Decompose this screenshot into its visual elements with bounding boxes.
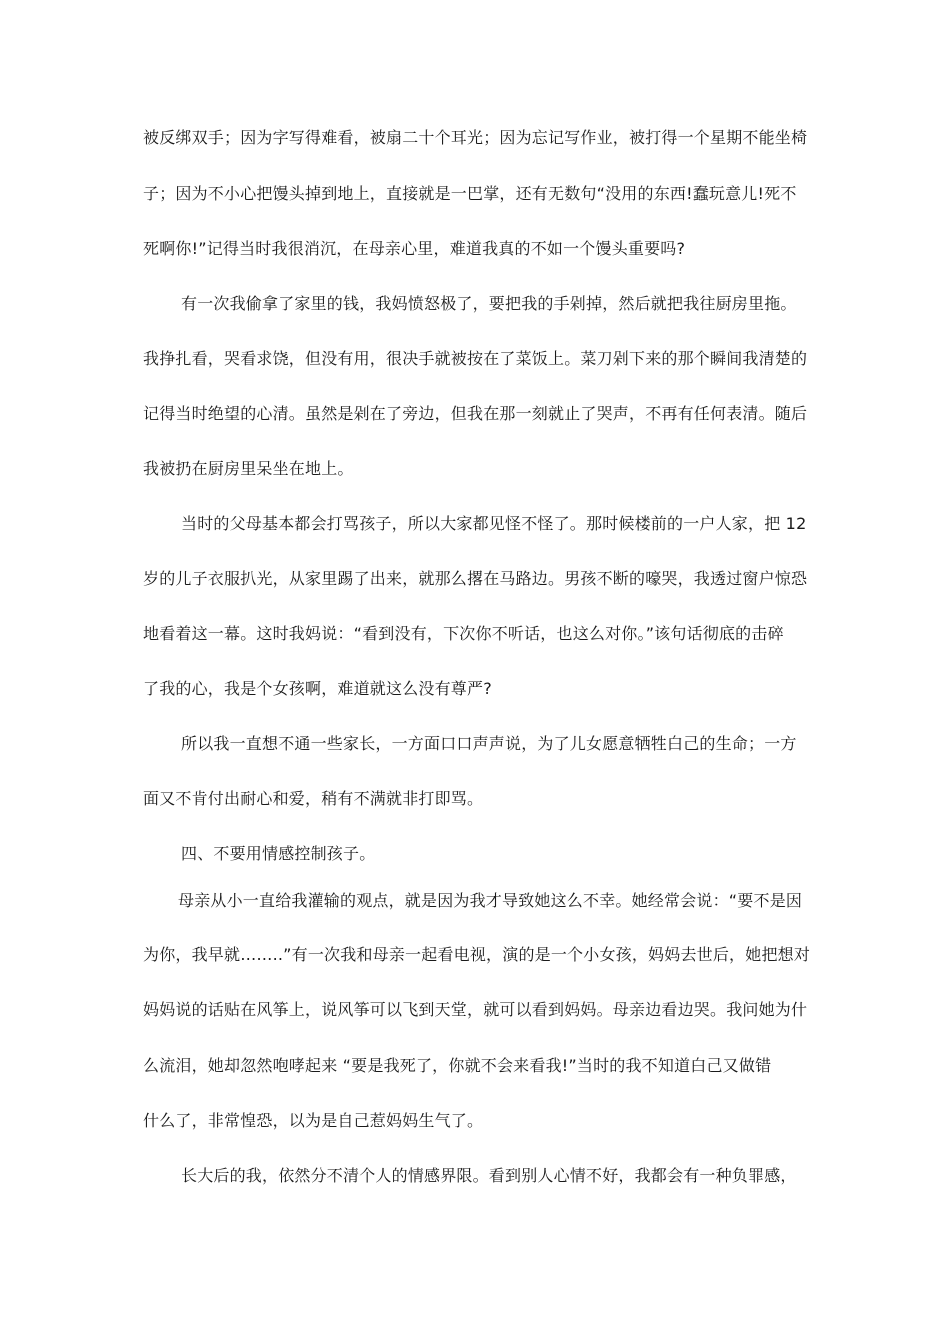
text-line: 有一次我偷拿了家里的钱，我妈愤怒极了，要把我的手剁掉，然后就把我往厨房里拖。 <box>181 294 797 313</box>
text-line: 了我的心，我是个女孩啊，难道就这么没有尊严? <box>143 679 492 698</box>
text-line: 地看着这一幕。这时我妈说：“看到没有，下次你不听话，也这么对你。”该句话彻底的击碎 <box>143 624 784 643</box>
section-heading: 四、不要用情感控制孩子。 <box>181 844 376 863</box>
text-line: 岁的儿子衣服扒光，从家里踢了出来，就那么撂在马路边。男孩不断的嚎哭，我透过窗户惊恐 <box>143 569 808 588</box>
text-line: 所以我一直想不通一些家长，一方面口口声声说，为了儿女愿意牺牲白己的生命；一方 <box>181 734 797 753</box>
text-line: 当时的父母基本都会打骂孩子，所以大家都见怪不怪了。那时候楼前的一户人家，把 12 <box>181 514 807 533</box>
text-line: 我被扔在厨房里呆坐在地上。 <box>143 459 354 478</box>
text-line: 为你，我早就……..”有一次我和母亲一起看电视，演的是一个小女孩，妈妈去世后，她把想对 <box>143 945 811 964</box>
text-line: 我挣扎看，哭看求饶，但没有用，很决手就被按在了菜饭上。菜刀剁下来的那个瞬间我清楚的 <box>143 349 808 368</box>
text-line: 什么了，非常惶恐，以为是自己惹妈妈生气了。 <box>143 1111 484 1130</box>
text-line: 被反绑双手；因为字写得难看，被扇二十个耳光；因为忘记写作业，被打得一个星期不能坐椅 <box>143 128 808 147</box>
text-line: 面又不肯付出耐心和爱，稍有不满就非打即骂。 <box>143 789 484 808</box>
text-line: 母亲从小一直给我灌输的观点，就是因为我才导致她这么不幸。她经常会说：“要不是因 <box>178 891 803 910</box>
text-line: 记得当时绝望的心清。虽然是剁在了旁边，但我在那一刻就止了哭声，不再有任何表清。随后 <box>143 404 808 423</box>
text-line: 死啊你!”记得当时我很消沉，在母亲心里，难道我真的不如一个馒头重要吗? <box>143 239 686 258</box>
text-line: 长大后的我，依然分不清个人的情感界限。看到别人心情不好，我都会有一种负罪感， <box>181 1166 797 1185</box>
text-line: 子；因为不小心把馒头掉到地上，直接就是一巴掌，还有无数句“没用的东西!蠢玩意儿!死不 <box>143 184 797 203</box>
text-line: 妈妈说的话贴在风筝上，说风筝可以飞到天堂，就可以看到妈妈。母亲边看边哭。我问她为什 <box>143 1000 808 1019</box>
text-line: 么流泪，她却忽然咆哮起来 “要是我死了，你就不会来看我!”当时的我不知道白己又做错 <box>143 1056 772 1075</box>
